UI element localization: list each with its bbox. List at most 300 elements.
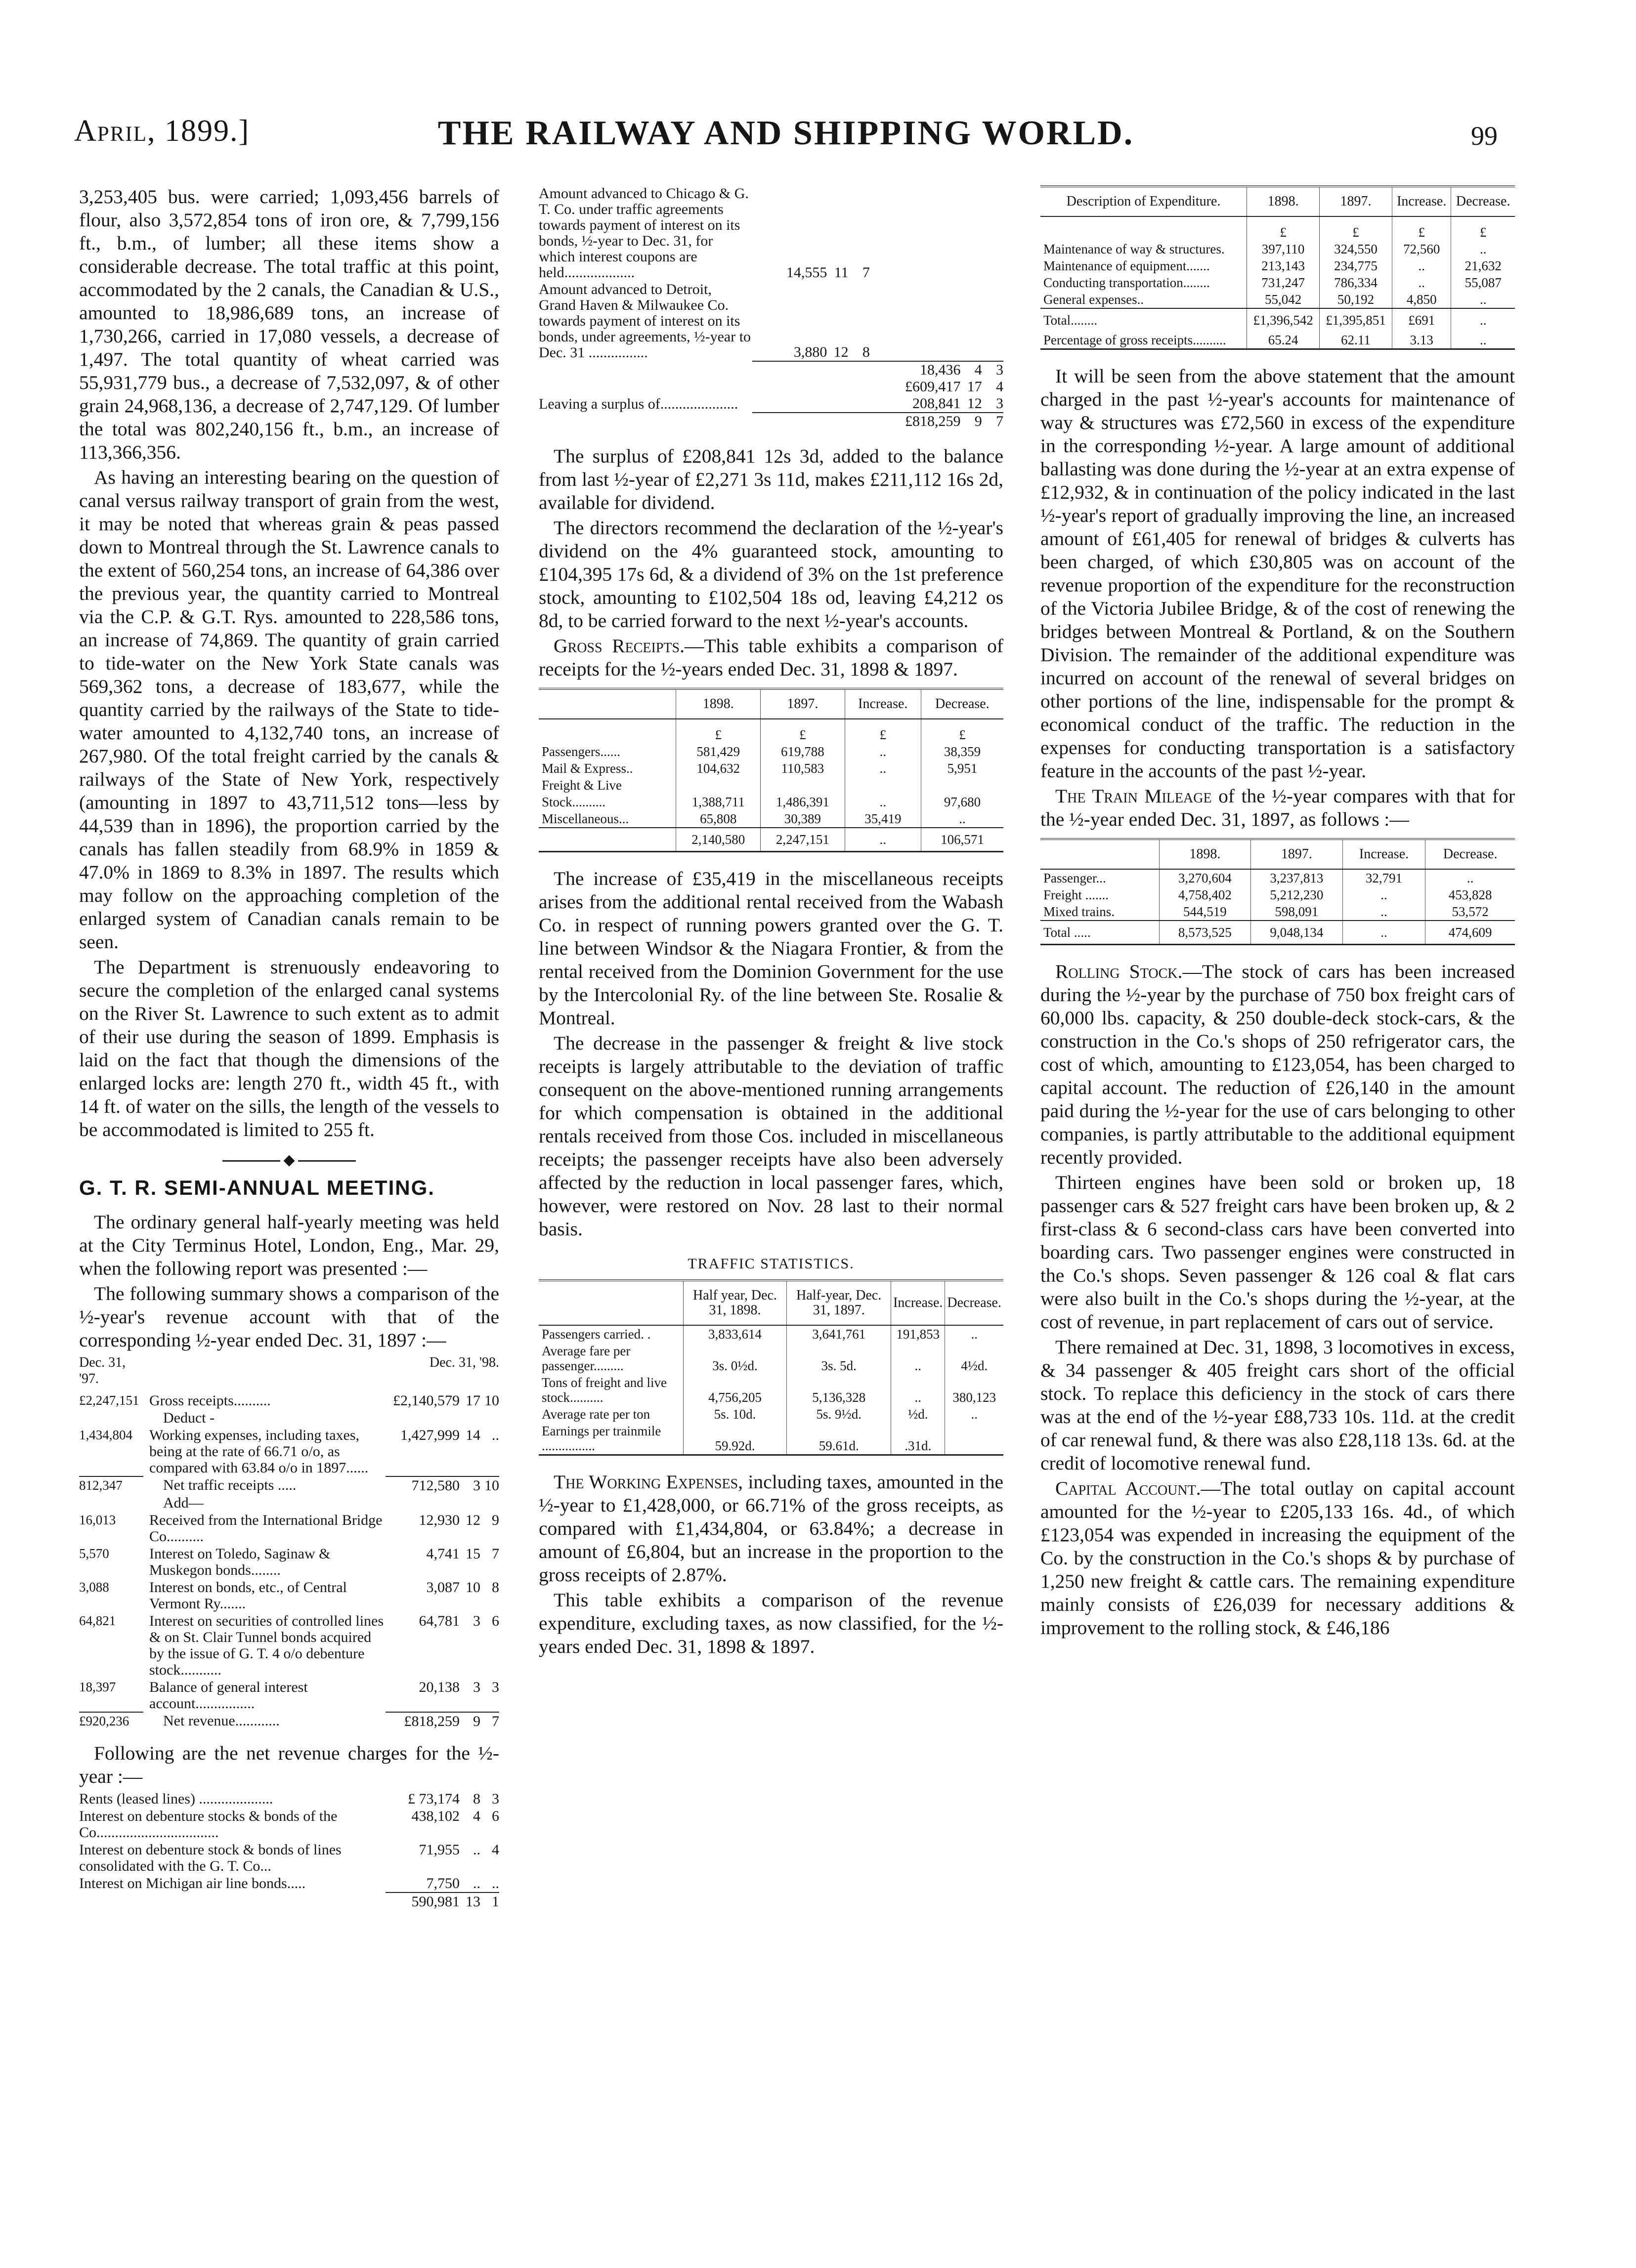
table-cell: Passengers carried. . [542, 1327, 651, 1342]
table-cell: Average fare per passenger......... [542, 1344, 631, 1373]
charge-description: Interest on debenture stock & bonds of lines consolidated with the G. T. Co... [79, 1842, 342, 1874]
table-cell: 30,389 [761, 810, 845, 828]
table-total-cell: £691 [1392, 308, 1451, 332]
charge-shillings: .. [473, 1875, 480, 1891]
summary-shillings: 12 [466, 1512, 480, 1528]
section-title: G. T. R. SEMI-ANNUAL MEETING. [79, 1176, 435, 1199]
summary-pence: 7 [492, 1546, 499, 1562]
decrease-paragraph: The decrease in the passenger & freight & live stock receipts is largely attributable to the deviation of traffic consequent on the above-mentioned running arrangements for which compensation is obtained in the additional rentals received from those Cos. included in miscellaneous receipts; the passenger receipts have also been adversely affected by the reduction in local passenger fares, which, however, were restored on Nov. 28 last to their normal basis. [539, 1032, 1003, 1240]
summary-amount [386, 1409, 460, 1427]
table-cell [676, 777, 761, 794]
summary-pence: 7 [480, 1712, 499, 1730]
table-cell: Mail & Express.. [542, 761, 633, 776]
charge-amount: 7,750 [426, 1875, 460, 1891]
expenditure-intro-paragraph: This table exhibits a comparison of the revenue expenditure, excluding taxes, as now classified, for the ½-years ended Dec. 31, 1898 & 1897. [539, 1589, 1003, 1657]
table-unit-cell: £ [1451, 216, 1515, 241]
table-cell: .. [1425, 869, 1515, 886]
summary-shillings: 3 [460, 1476, 480, 1494]
charges-total-amount: 590,981 [386, 1892, 460, 1910]
summary-row [79, 1712, 499, 1730]
table-cell: 72,560 [1392, 241, 1451, 257]
charge-description: Rents (leased lines) .................... [79, 1791, 273, 1807]
department-paragraph: The Department is strenuously endeavoring to secure the completion of the enlarged canal systems on the River St. Lawrence to such extent as to admit of their use during the season of 1899. Emphasis is laid on the fact that though the dimensions of the enlarged locks are: length 270 ft., width 45 ft., with 14 ft. of water on the sills, the length of the vessels to be accommodated is limited to 255 ft. [79, 956, 499, 1140]
grain-transport-paragraph: As having an interesting bearing on the question of canal versus railway transport of grain from the west, it may be noted that whereas grain & peas passed down to Montreal through the St. Lawrence canals to the extent of 560,254 tons, an increase of 64,386 over the previous year, the quantity carried to Montreal via the C.P. & G.T. Rys. amounted to 228,586 tons, an increase of 74,869. The quantity of grain carried to tide-water on the New York State canals was 569,362 tons, a decrease of 183,677, while the quantity carried by the railways of the State to tide-water amounted to 4,132,740 tons, an increase of 267,980. Of the total freight carried by the canals & railways of the State of New York, respectively (amounting in 1897 to 43,711,512 tons—less by 44,539 than in 1896), the proportion carried by the canals has fallen steadily from 68.9% in 1859 & 47.0% in 1869 to 8.3% in 1897. The results which may follow on the approaching completion of the enlarged system of Canadian canals remain to be seen. [79, 466, 499, 953]
ledger-subtotal: £818,259 [870, 413, 961, 430]
ledger-pence [849, 361, 870, 378]
journal-title: THE RAILWAY AND SHIPPING WORLD. [437, 114, 1134, 152]
ledger-subtotal-pence: 3 [982, 361, 1003, 378]
table-cell: Earnings per trainmile ................ [542, 1424, 661, 1453]
table-unit-cell [1040, 216, 1247, 241]
table-cell: General expenses.. [1043, 292, 1144, 307]
ledger-row [539, 185, 1003, 281]
table-unit-cell: £ [921, 719, 1003, 743]
ledger-shillings: 12 [833, 344, 849, 360]
table-header [539, 689, 676, 719]
summary-shillings: 17 [466, 1392, 480, 1409]
table-header: Increase. [1392, 186, 1451, 216]
summary-pence: 10 [484, 1392, 499, 1409]
summary-description: Net revenue............ [163, 1713, 280, 1729]
expenditure-table [1040, 185, 1515, 350]
table-row [1040, 257, 1515, 274]
table-cell: 3,641,761 [787, 1325, 891, 1343]
column-2 [539, 185, 1003, 2231]
summary-row [79, 1579, 499, 1612]
summary-amount: £818,259 [386, 1712, 460, 1730]
summary-head-left: Dec. 31, '97. [79, 1355, 126, 1386]
traffic-statistics-table [539, 1279, 1003, 1456]
table-total-cell [539, 828, 676, 852]
charge-row [79, 1875, 499, 1892]
dividend-paragraph: The directors recommend the declaration of the ½-year's dividend on the 4% guaranteed stock, amounting to £104,395 17s 6d, & a dividend of 3% on the 1st preference stock, amounting to £102,504 18s od, leaving £4,212 os 8d, to be carried forward to the next ½-year's accounts. [539, 517, 1003, 631]
table-header: Increase. [891, 1280, 945, 1325]
table-cell: Maintenance of equipment....... [1043, 258, 1210, 273]
summary-description: Net traffic receipts ..... [163, 1477, 297, 1493]
table-unit-cell: £ [1320, 216, 1392, 241]
capital-account-lead: Capital Account. [1055, 1477, 1201, 1499]
ledger-subtotal [870, 185, 961, 281]
gross-receipts-text: —This table exhibits a comparison of receipts for the ½-years ended Dec. 31, 1898 & 1897. [539, 635, 1003, 680]
meeting-paragraph: The ordinary general half-yearly meeting was held at the City Terminus Hotel, London, Eng., Mar. 29, when the following report was presented :— [79, 1211, 499, 1279]
ledger-amount [752, 395, 827, 413]
table-cell: Tons of freight and live stock.......... [542, 1375, 667, 1405]
table-total-row [1040, 308, 1515, 332]
table-cell: 4½d. [945, 1343, 1003, 1374]
train-mileage-table [1040, 838, 1515, 945]
ledger-subtotal-shillings [961, 185, 982, 281]
table-cell: .. [921, 810, 1003, 828]
table-header: Half-year, Dec. 31, 1897. [787, 1280, 891, 1325]
table-unit-cell: £ [1247, 216, 1320, 241]
ledger-subtotal-shillings: 12 [967, 395, 982, 412]
ledger-subtotal-shillings: 17 [967, 378, 982, 395]
table-cell: 38,359 [921, 743, 1003, 760]
summary-description: Received from the International Bridge Co.......... [149, 1512, 383, 1545]
issue-date: April, 1899.] [74, 114, 250, 148]
summary-row [79, 1392, 499, 1409]
table-row [1040, 291, 1515, 308]
table-cell: Passengers...... [542, 744, 620, 759]
table-cell: ½d. [891, 1406, 945, 1423]
table-cell [921, 777, 1003, 794]
table-unit-row [539, 719, 1003, 743]
ledger-subtotal-pence: 4 [996, 378, 1003, 395]
table-header: Decrease. [921, 689, 1003, 719]
table-cell: Miscellaneous... [542, 811, 629, 826]
table-total-cell: .. [845, 828, 921, 852]
summary-shillings: 10 [466, 1579, 480, 1596]
working-expenses-lead: The Working Expenses, [554, 1471, 743, 1493]
table-row [1040, 274, 1515, 291]
summary-prior-amount: 5,570 [79, 1546, 109, 1561]
table-row [539, 1406, 1003, 1423]
charge-amount: 438,102 [411, 1808, 460, 1824]
table-cell: 731,247 [1247, 274, 1320, 291]
table-header: 1897. [761, 689, 845, 719]
charge-row [79, 1790, 499, 1807]
table-cell: 3,833,614 [683, 1325, 787, 1343]
table-cell: 397,110 [1247, 241, 1320, 257]
table-cell: 5s. 10d. [683, 1406, 787, 1423]
table-cell: Stock.......... [542, 795, 606, 809]
table-row [1040, 869, 1515, 886]
train-mileage-text: of the ½-year compares with that for the ½-year ended Dec. 31, 1897, as follows :— [1040, 785, 1515, 830]
table-cell: .. [1342, 903, 1425, 921]
table-cell: 110,583 [761, 760, 845, 777]
table-cell: 35,419 [845, 810, 921, 828]
table-percentage-cell: Percentage of gross receipts.......... [1043, 333, 1226, 347]
table-percentage-row [1040, 332, 1515, 349]
summary-amount: 12,930 [419, 1512, 460, 1528]
table-cell: .. [891, 1343, 945, 1374]
table-header: Description of Expenditure. [1040, 186, 1247, 216]
summary-pence: 3 [492, 1679, 499, 1695]
table-header: Half year, Dec. 31, 1898. [683, 1280, 787, 1325]
table-header: Increase. [845, 689, 921, 719]
table-total-cell: .. [1342, 921, 1425, 945]
summary-prior-amount: £920,236 [79, 1712, 143, 1730]
table-cell: 3,270,604 [1159, 869, 1251, 886]
summary-amount: 64,781 [419, 1613, 460, 1629]
charge-pence: .. [492, 1875, 499, 1891]
charges-total-shillings: 13 [460, 1892, 480, 1910]
summary-amount [386, 1494, 460, 1512]
table-total-cell: 9,048,134 [1251, 921, 1343, 945]
table-percentage-cell: .. [1451, 332, 1515, 349]
summary-shillings: 15 [466, 1546, 480, 1562]
table-header: Decrease. [1425, 839, 1515, 869]
table-cell: Mixed trains. [1043, 904, 1115, 919]
table-row [539, 810, 1003, 828]
ledger-row [539, 413, 1003, 430]
summary-row [79, 1612, 499, 1679]
capital-account-paragraph [1040, 1477, 1515, 1639]
summary-shillings [460, 1409, 480, 1427]
table-cell: 213,143 [1247, 257, 1320, 274]
table-header: Decrease. [945, 1280, 1003, 1325]
summary-row [79, 1427, 499, 1476]
ledger-pence [849, 378, 870, 395]
ledger-amount [752, 361, 827, 378]
summary-description: Working expenses, including taxes, being at the rate of 66.71 o/o, as compared with 63.84 o/o in 1897...... [149, 1427, 369, 1476]
summary-description: Interest on securities of controlled lines & on St. Clair Tunnel bonds acquired by the issue of G. T. 4 o/o debenture stock........... [149, 1613, 384, 1678]
section-divider [79, 1152, 499, 1168]
ledger-subtotal-shillings: 9 [961, 413, 982, 430]
table-cell [761, 777, 845, 794]
table-header: Increase. [1342, 839, 1425, 869]
charge-amount: 71,955 [419, 1842, 460, 1858]
working-expenses-paragraph [539, 1470, 1003, 1587]
summary-pence [480, 1409, 499, 1427]
summary-amount: 712,580 [386, 1476, 460, 1494]
ledger-pence [849, 395, 870, 413]
charges-total-spacer [79, 1892, 386, 1910]
table-cell: Freight & Live [542, 778, 622, 793]
table-cell: 786,334 [1320, 274, 1392, 291]
ledger-row [539, 361, 1003, 378]
table-header: 1897. [1320, 186, 1392, 216]
charge-pence: 3 [492, 1791, 499, 1807]
ledger-row [539, 281, 1003, 361]
ledger-shillings [827, 395, 848, 413]
table-cell: .. [845, 760, 921, 777]
ledger-shillings [827, 378, 848, 395]
summary-prior-amount: 3,088 [79, 1580, 109, 1595]
summary-shillings: 14 [466, 1427, 480, 1443]
table-header [539, 1280, 683, 1325]
engines-paragraph: Thirteen engines have been sold or broken up, 18 passenger cars & 527 freight cars have been broken up, & 2 first-class & 6 second-class cars have been converted into boarding cars. Two passenger engines were constructed in the Co.'s shops. Seven passenger & 126 coal & flat cars were also built in the Co.'s shops during the ½-year, at the cost of revenue, in part replacement of cars out of service. [1040, 1172, 1515, 1333]
advances-ledger [539, 185, 1003, 430]
table-cell: 5,212,230 [1251, 886, 1343, 903]
working-expenses-text: including taxes, amounted in the ½-year to £1,428,000, or 66.71% of the gross receipts, as compared with £1,434,804, or 63.84%; a decrease in amount of £6,804, but an increase in the proportion to the gross receipts of 2.87%. [539, 1471, 1003, 1586]
table-total-row [1040, 921, 1515, 945]
summary-prior-amount [79, 1409, 143, 1427]
summary-shillings [460, 1494, 480, 1512]
ledger-row [539, 395, 1003, 413]
summary-prior-amount: 18,397 [79, 1680, 116, 1694]
charges-total-row [79, 1892, 499, 1910]
table-unit-cell: £ [676, 719, 761, 743]
table-cell: .. [1342, 886, 1425, 903]
ledger-description [539, 378, 752, 395]
charges-total-pence: 1 [480, 1892, 499, 1910]
column-1 [79, 185, 499, 2231]
table-cell: 55,042 [1247, 291, 1320, 308]
charge-shillings: 4 [473, 1808, 480, 1824]
canal-traffic-paragraph: 3,253,405 bus. were carried; 1,093,456 barrels of flour, also 3,572,854 tons of iron ore, & 7,799,156 ft., b.m., of lumber; all these items show a considerable decrease. The total traffic at this point, accommodated by the 2 canals, the Canadian & U.S., amounted to 18,986,689 tons, an increase of 1,730,266, carried in 17,080 vessels, a decrease of 1,497. The total quantity of wheat carried was 55,931,779 bus., a decrease of 7,532,097, & of other grain 24,968,136, a decrease of 2,747,129. Of lumber the total was 802,240,156 ft., b.m., an increase of 113,366,356. [79, 186, 499, 463]
summary-description: Interest on bonds, etc., of Central Vermont Ry....... [149, 1579, 347, 1612]
table-header: 1898. [676, 689, 761, 719]
summary-amount: 3,087 [426, 1579, 460, 1596]
table-cell: Maintenance of way & structures. [1043, 242, 1225, 256]
table-cell: 97,680 [921, 794, 1003, 810]
table-percentage-cell: 65.24 [1247, 332, 1320, 349]
ledger-description: Amount advanced to Chicago & G. T. Co. under traffic agreements towards payment of interest on its bonds, ½-year to Dec. 31, for which interest coupons are held................... [539, 185, 749, 281]
maintenance-paragraph: It will be seen from the above statement that the amount charged in the past ½-year's accounts for maintenance of way & structures was £72,560 in excess of the expenditure in the corresponding ½-year. A large amount of additional ballasting was done during the ½-year at an extra expense of £12,932, & in continuation of the policy indicated in the last ½-year's report of gradually improving the line, an increased amount of £61,405 for renewal of bridges & culverts has been charged, of which £30,805 was on account of the revenue proportion of the expenditure for the reconstruction of the Victoria Jubilee Bridge, & of the cost of renewing the bridges between Montreal & Portland, & on the Southern Division. The remainder of the additional expenditure was incurred on account of the renewal of several bridges on other portions of the line, indispensable for the prompt & economical conduct of the traffic. The reduction in the expenses for conducting transportation is a satisfactory feature in the accounts of the past ½-year. [1040, 365, 1515, 782]
ledger-pence: 7 [862, 264, 870, 281]
capital-account-text: —The total outlay on capital account amounted for the ½-year to £205,133 16s. 4d., of which £123,054 was expended in increasing the equipment of the Co. by the construction in the Co.'s shops & by purchase of 1,250 new freight & cattle cars. The remaining expenditure mainly consists of £26,039 for necessary additions & improvement to the rolling stock, & £46,186 [1040, 1477, 1515, 1638]
ledger-description [539, 361, 752, 378]
table-cell [845, 777, 921, 794]
table-row [539, 1423, 1003, 1455]
charge-description: Interest on Michigan air line bonds..... [79, 1875, 306, 1891]
table-cell: 3s. 0½d. [683, 1343, 787, 1374]
charge-pence: 4 [492, 1842, 499, 1858]
table-total-cell: £1,396,542 [1247, 308, 1320, 332]
summary-row [79, 1409, 499, 1427]
table-cell: 104,632 [676, 760, 761, 777]
gross-receipts-intro [539, 634, 1003, 681]
table-unit-cell: £ [1392, 216, 1451, 241]
rolling-stock-paragraph [1040, 960, 1515, 1169]
table-unit-row [1040, 216, 1515, 241]
miscellaneous-paragraph: The increase of £35,419 in the miscellaneous receipts arises from the additional rental received from the Wabash Co. in respect of running powers granted over the G. T. line between Windsor & the Niagara Frontier, & from the rental received from the Dominion Government for the use by the Intercolonial Ry. of the line between Ste. Rosalie & Montreal. [539, 868, 1003, 1029]
summary-amount: 20,138 [419, 1679, 460, 1695]
summary-head-right: Dec. 31, '98. [429, 1355, 499, 1370]
table-header [1040, 839, 1159, 869]
table-row [539, 1374, 1003, 1406]
table-cell: Freight ....... [1043, 887, 1109, 902]
summary-row [79, 1512, 499, 1545]
summary-description: Deduct - [163, 1410, 215, 1426]
ledger-subtotal-pence [982, 281, 1003, 361]
table-total-cell: 8,573,525 [1159, 921, 1251, 945]
column-3 [1040, 185, 1515, 2231]
charge-pence: 6 [492, 1808, 499, 1824]
summary-pence: 6 [492, 1613, 499, 1629]
summary-pence: 8 [492, 1579, 499, 1596]
table-cell: 234,775 [1320, 257, 1392, 274]
table-cell: .. [845, 743, 921, 760]
summary-pence: .. [492, 1427, 499, 1443]
table-total-cell: 474,609 [1425, 921, 1515, 945]
table-cell: 380,123 [945, 1374, 1003, 1406]
ledger-subtotal: 208,841 [912, 395, 961, 412]
charges-table [79, 1790, 499, 1910]
summary-prior-amount: 1,434,804 [79, 1428, 132, 1442]
charges-intro-paragraph: Following are the net revenue charges for the ½-year :— [79, 1742, 499, 1787]
ledger-amount: 14,555 [786, 264, 827, 281]
ledger-subtotal-pence: 3 [996, 395, 1003, 412]
summary-prior-amount: £2,247,151 [79, 1393, 139, 1408]
page-header [74, 114, 1498, 158]
table-cell: 324,550 [1320, 241, 1392, 257]
summary-prior-amount [79, 1494, 143, 1512]
table-unit-cell: £ [845, 719, 921, 743]
table-total-cell: Total ..... [1040, 921, 1159, 945]
ledger-subtotal-pence [982, 185, 1003, 281]
table-cell: 59.61d. [787, 1423, 891, 1455]
ledger-pence [849, 413, 870, 430]
ledger-subtotal-shillings [961, 281, 982, 361]
table-unit-cell [539, 719, 676, 743]
ledger-shillings [827, 413, 848, 430]
table-row [539, 1325, 1003, 1343]
traffic-caption: TRAFFIC STATISTICS. [688, 1256, 855, 1272]
table-total-cell: .. [1451, 308, 1515, 332]
summary-pence [480, 1494, 499, 1512]
table-row [539, 743, 1003, 760]
table-cell: Average rate per ton [542, 1407, 650, 1422]
table-cell: 50,192 [1320, 291, 1392, 308]
deficiency-paragraph: There remained at Dec. 31, 1898, 3 locomotives in excess, & 34 passenger & 405 freight cars short of the official stock. To replace this deficiency in the stock of cars there was at the end of the ½-year £88,733 10s. 11d. at the credit of car renewal fund, & there was also £28,118 13s. 6d. at the credit of locomotive renewal fund. [1040, 1336, 1515, 1474]
table-cell: 598,091 [1251, 903, 1343, 921]
summary-row [79, 1476, 499, 1494]
table-cell: 4,850 [1392, 291, 1451, 308]
ledger-subtotal: £609,417 [905, 378, 961, 395]
table-cell: .31d. [891, 1423, 945, 1455]
charge-row [79, 1807, 499, 1841]
table-cell: .. [891, 1374, 945, 1406]
revenue-summary-table [79, 1354, 499, 1730]
charge-description: Interest on debenture stocks & bonds of the Co................................. [79, 1808, 338, 1841]
ledger-description: Amount advanced to Detroit, Grand Haven & Milwaukee Co. towards payment of interest on its bonds, under agreements, ½-year to Dec. 31 ................ [539, 281, 751, 361]
table-cell: 5,136,328 [787, 1374, 891, 1406]
ledger-description [539, 413, 752, 430]
table-cell: 581,429 [676, 743, 761, 760]
table-total-cell: 2,247,151 [761, 828, 845, 852]
summary-pence: 9 [492, 1512, 499, 1528]
summary-amount: 1,427,999 [400, 1427, 460, 1443]
table-cell: 5,951 [921, 760, 1003, 777]
table-cell: .. [945, 1406, 1003, 1423]
table-cell: 191,853 [891, 1325, 945, 1343]
table-cell: 53,572 [1425, 903, 1515, 921]
summary-intro-paragraph: The following summary shows a comparison of the ½-year's revenue account with that of the corresponding ½-year ended Dec. 31, 1897 :— [79, 1283, 499, 1351]
charge-shillings: 8 [473, 1791, 480, 1807]
summary-description: Interest on Toledo, Saginaw & Muskegon bonds........ [149, 1546, 331, 1578]
table-cell: 55,087 [1451, 274, 1515, 291]
table-header: 1897. [1251, 839, 1343, 869]
table-cell: 1,486,391 [761, 794, 845, 810]
summary-row [79, 1494, 499, 1512]
table-total-cell: 2,140,580 [676, 828, 761, 852]
charge-amount: £ 73,174 [408, 1791, 460, 1807]
table-total-cell: Total........ [1040, 308, 1247, 332]
page-number: 99 [1471, 121, 1498, 151]
table-row [539, 1343, 1003, 1374]
gross-receipts-table [539, 688, 1003, 852]
table-header: 1898. [1159, 839, 1251, 869]
ledger-row [539, 378, 1003, 395]
train-mileage-intro [1040, 785, 1515, 831]
ledger-amount: 3,880 [793, 344, 827, 360]
table-cell: 3,237,813 [1251, 869, 1343, 886]
table-row [539, 794, 1003, 810]
table-cell: 1,388,711 [676, 794, 761, 810]
summary-prior-amount: 64,821 [79, 1613, 116, 1628]
charge-shillings: .. [473, 1842, 480, 1858]
ledger-amount [752, 413, 827, 430]
summary-shillings: 9 [460, 1712, 480, 1730]
summary-pence: 10 [480, 1476, 499, 1494]
table-unit-cell: £ [761, 719, 845, 743]
table-cell: .. [1451, 241, 1515, 257]
table-total-cell: £1,395,851 [1320, 308, 1392, 332]
table-row [1040, 241, 1515, 257]
surplus-paragraph: The surplus of £208,841 12s 3d, added to the balance from last ½-year of £2,271 3s 11d, makes £211,112 16s 2d, available for dividend. [539, 445, 1003, 513]
summary-row [79, 1545, 499, 1579]
ledger-subtotal [870, 281, 961, 361]
table-row [1040, 903, 1515, 921]
summary-prior-amount: 16,013 [79, 1512, 116, 1527]
ledger-shillings [827, 361, 848, 378]
summary-prior-amount: 812,347 [79, 1476, 143, 1494]
table-percentage-cell: 62.11 [1320, 332, 1392, 349]
summary-shillings: 3 [473, 1679, 480, 1695]
table-row [539, 760, 1003, 777]
